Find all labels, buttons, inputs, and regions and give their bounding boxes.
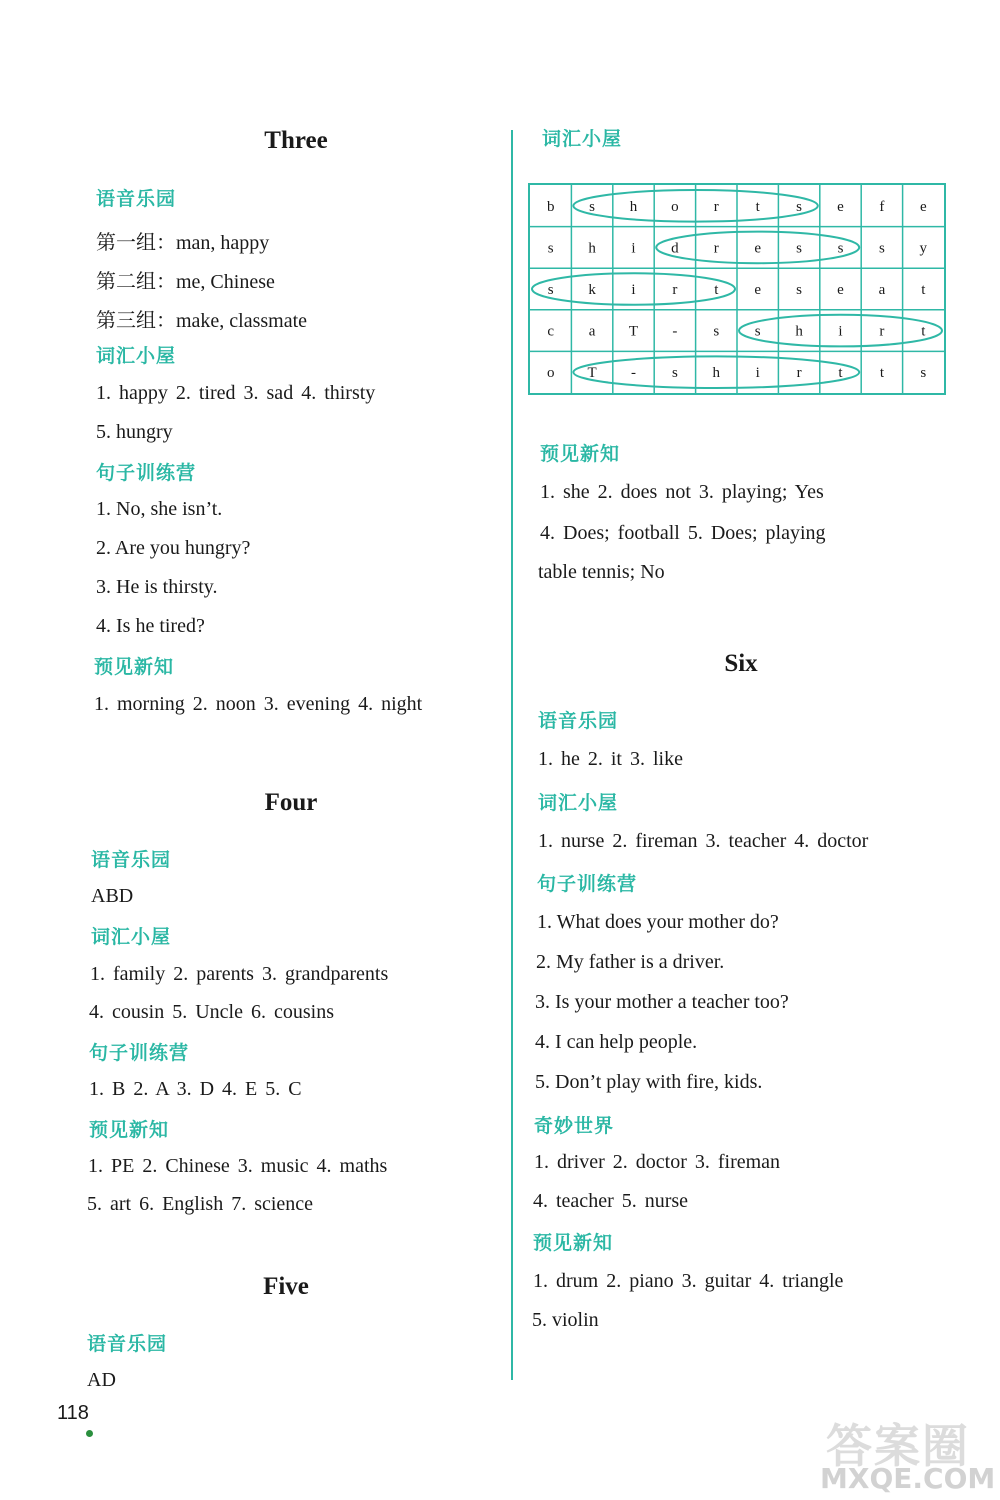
section-preview-heading: 预见新知 [540,443,621,465]
grid-letter: e [919,198,927,215]
grid-letter: c [547,323,555,340]
grid-letter: d [671,240,679,257]
grid-letter: s [754,323,761,340]
answer-line: 1. morning 2. noon 3. evening 4. night [94,693,423,715]
answer-line: 4. Is he tired? [96,615,205,637]
section-sentence-heading: 句子训练营 [89,1042,190,1064]
answer-line: 1. PE 2. Chinese 3. music 4. maths [88,1155,388,1177]
answer-line: 5. hungry [96,421,173,443]
grid-letter: o [546,365,555,382]
grid-letter: b [546,198,555,215]
answer-line: 3. He is thirsty. [96,576,218,598]
grid-letter: k [588,282,596,298]
section-vocab-heading: 词汇小屋 [542,128,623,150]
grid-letter: s [671,365,678,382]
grid-letter: i [631,240,636,257]
grid-letter: t [755,198,760,215]
answer-line: AD [87,1369,116,1391]
grid-letter: i [631,282,636,298]
grid-letter: a [588,323,596,340]
grid-letter: s [796,198,803,215]
grid-letter: e [754,282,762,298]
section-world-heading: 奇妙世界 [534,1115,615,1137]
answer-line: 第三组：make, classmate [96,310,308,332]
grid-letter: a [878,282,886,298]
grid-letter: - [672,323,678,340]
grid-letter: s [878,240,885,257]
answer-line: 第二组：me, Chinese [96,271,275,293]
answer-line: 1. drum 2. piano 3. guitar 4. triangle [533,1270,844,1292]
page-number: 118 [57,1402,89,1424]
answer-line: 1. happy 2. tired 3. sad 4. thirsty [96,382,376,404]
grid-letter: s [713,323,720,340]
grid-letter: i [755,365,760,382]
answer-line: table tennis; No [538,561,665,583]
grid-letter: s [920,365,927,382]
page-dot [86,1430,93,1437]
unit-five-title: Five [263,1273,309,1300]
column-divider [511,130,513,1380]
answer-line: 3. Is your mother a teacher too? [535,991,789,1013]
answer-line: 4. I can help people. [535,1031,698,1053]
grid-letter: T [628,323,639,340]
grid-letter: t [714,282,719,298]
grid-letter: - [631,365,636,382]
grid-letter: s [796,282,803,298]
answer-line: 1. she 2. does not 3. playing; Yes [540,481,824,503]
grid-letter: r [879,323,885,340]
section-phonics-heading: 语音乐园 [96,188,177,210]
answer-line: 1. No, she isn’t. [96,498,223,520]
section-preview-heading: 预见新知 [89,1119,170,1141]
answer-line: 4. Does; football 5. Does; playing [540,522,826,544]
answer-line: 4. teacher 5. nurse [533,1190,689,1212]
section-phonics-heading: 语音乐园 [87,1333,168,1355]
word-search-grid [528,183,946,395]
grid-letter: t [879,365,884,382]
grid-letter: r [713,240,719,257]
answer-line: 5. violin [532,1309,599,1331]
answer-line: 2. My father is a driver. [536,951,725,973]
grid-letter: r [672,282,678,298]
watermark-logo: 答案圈 [826,1419,970,1473]
answer-line: 1. he 2. it 3. like [538,748,683,770]
unit-four-title: Four [264,789,318,816]
grid-letter: e [754,240,762,257]
grid-letter: h [629,198,638,215]
section-preview-heading: 预见新知 [533,1232,614,1254]
section-preview-heading: 预见新知 [94,656,175,678]
section-sentence-heading: 句子训练营 [537,873,638,895]
unit-three-title: Three [264,127,328,154]
grid-letter: f [879,198,885,215]
grid-letter: s [589,198,596,215]
grid-letter: s [547,240,554,257]
answer-line: 4. cousin 5. Uncle 6. cousins [89,1001,334,1023]
grid-letter: y [919,240,928,257]
answer-line: ABD [91,885,134,907]
answer-line: 第一组：man, happy [96,232,270,254]
answer-line: 5. Don’t play with fire, kids. [535,1071,763,1093]
grid-letter: e [837,282,844,298]
answer-line: 1. B 2. A 3. D 4. E 5. C [89,1078,302,1100]
grid-letter: T [587,365,597,382]
grid-letter: s [547,282,554,298]
section-vocab-heading: 词汇小屋 [538,792,619,814]
section-phonics-heading: 语音乐园 [538,710,619,732]
answer-line: 1. family 2. parents 3. grandparents [90,963,389,985]
section-sentence-heading: 句子训练营 [96,462,197,484]
grid-letter: t [921,323,926,340]
unit-six-title: Six [724,650,758,677]
grid-letter: r [713,198,719,215]
section-phonics-heading: 语音乐园 [91,849,172,871]
grid-letter: s [796,240,803,257]
grid-letter: h [588,240,596,257]
grid-letter: e [837,198,844,215]
grid-letter: h [712,365,721,382]
answer-line: 1. driver 2. doctor 3. fireman [534,1151,781,1173]
answer-line: 5. art 6. English 7. science [87,1193,314,1215]
answer-line: 1. What does your mother do? [537,911,779,933]
grid-letter: t [838,365,843,382]
answer-line: 2. Are you hungry? [96,537,251,559]
answer-line: 1. nurse 2. fireman 3. teacher 4. doctor [538,830,869,852]
grid-letter: o [671,198,679,215]
word-search-svg [530,185,944,393]
grid-letter: s [837,240,844,257]
grid-letter: i [838,323,843,340]
grid-letter: t [921,282,926,298]
grid-letter: h [795,323,803,340]
section-vocab-heading: 词汇小屋 [96,345,177,367]
section-vocab-heading: 词汇小屋 [91,926,172,948]
grid-letter: r [796,365,802,382]
watermark-url: MXQE.COM [820,1462,996,1495]
